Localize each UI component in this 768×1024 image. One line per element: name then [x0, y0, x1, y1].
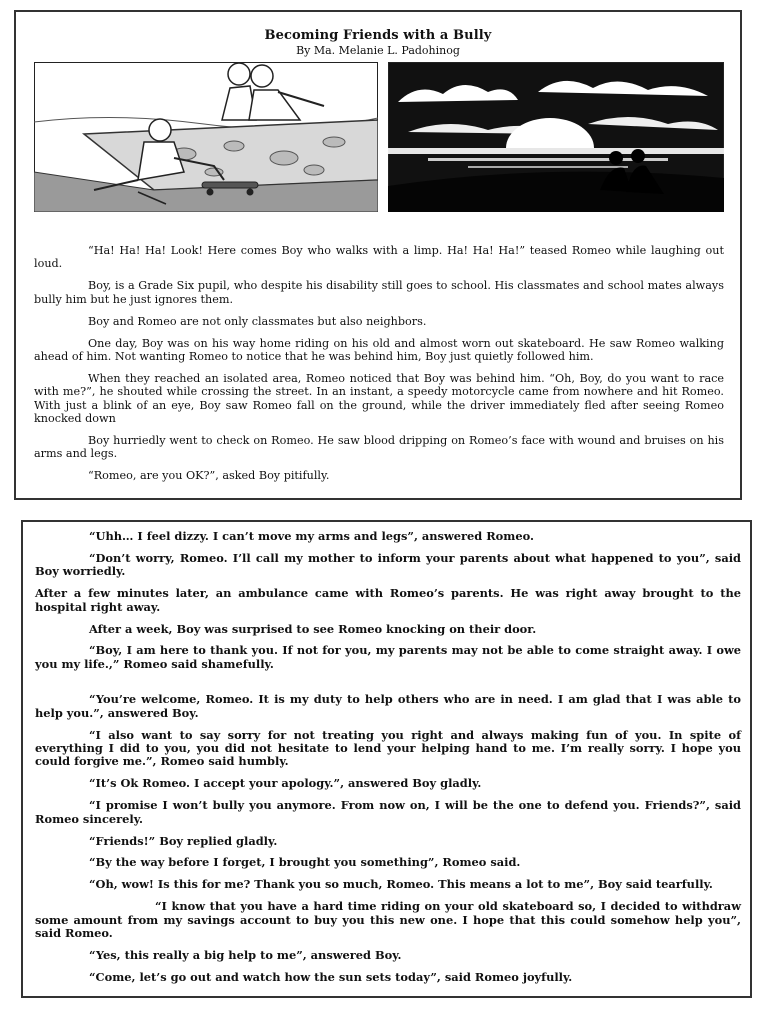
- paragraph: “Uhh… I feel dizzy. I can’t move my arms and legs”, answered Romeo.: [89, 529, 534, 543]
- paragraph: After a few minutes later, an ambulance came with Romeo’s parents. He was right away brought to the hospital right away.: [35, 586, 741, 614]
- story-author: By Ma. Melanie L. Padohinog: [296, 44, 460, 57]
- paragraph: One day, Boy was on his way home riding on his old and almost worn out skateboard. He saw Romeo walking ahead of him. Not wanting Romeo to notice that he was behind him, Boy just quietly followed him.: [34, 336, 724, 363]
- story-page-2: [21, 520, 752, 998]
- paragraph: “Boy, I am here to thank you. If not for you, my parents may not be able to come straight away. I owe you my life.,” Romeo said shamefully.: [35, 643, 741, 671]
- illustration-row: [34, 62, 724, 214]
- story-title: Becoming Friends with a Bully: [264, 28, 492, 43]
- story-text-page-1: [34, 244, 724, 491]
- story-text-page-2: [35, 530, 741, 993]
- paragraph: “I also want to say sorry for not treating you right and always making fun of you. In spite of everything I did to you, you did not hesitate to lend your helping hand to me. I’m really sorry. I hope you could forgive me.”, Romeo said humbly.: [35, 727, 741, 769]
- illustration-boy-on-skateboard: [34, 62, 378, 212]
- illustration-sunset: [388, 62, 724, 212]
- paragraph: “By the way before I forget, I brought you something”, Romeo said.: [89, 855, 521, 870]
- paragraph: Boy and Romeo are not only classmates but also neighbors.: [88, 314, 427, 328]
- paragraph: “Don’t worry, Romeo. I’ll call my mother to inform your parents about what happened to you”, said Boy worriedly.: [35, 550, 741, 579]
- paragraph: “You’re welcome, Romeo. It is my duty to help others who are in need. I am glad that I was able to help you.”, answered Boy.: [35, 692, 741, 720]
- paragraph: Boy, is a Grade Six pupil, who despite his disability still goes to school. His classmates and school mates always bully him but he just ignores them.: [34, 279, 724, 306]
- paragraph: “Ha! Ha! Ha! Look! Here comes Boy who walks with a limp. Ha! Ha! Ha!” teased Romeo while laughing out loud.: [34, 244, 724, 271]
- paragraph: “It’s Ok Romeo. I accept your apology.”, answered Boy gladly.: [89, 776, 482, 791]
- paragraph: “Yes, this really a big help to me”, answered Boy.: [89, 947, 402, 962]
- paragraph: When they reached an isolated area, Romeo noticed that Boy was behind him. “Oh, Boy, do you want to race with me?”, he shouted while crossing the street. In an instant, a speedy motorcycle came from nowhere and hit Romeo. With just a blink of an eye, Boy saw Romeo fall on the ground, while the driver immediately fled after seeing Romeo knocked down: [34, 371, 724, 426]
- paragraph: “Oh, wow! Is this for me? Thank you so much, Romeo. This means a lot to me”, Boy said tearfully.: [89, 877, 713, 892]
- paragraph: “Friends!” Boy replied gladly.: [89, 833, 278, 848]
- paragraph: After a week, Boy was surprised to see Romeo knocking on their door.: [89, 621, 537, 636]
- paragraph: “Come, let’s go out and watch how the sun sets today”, said Romeo joyfully.: [89, 969, 573, 984]
- paragraph: “I promise I won’t bully you anymore. From now on, I will be the one to defend you. Friends?”, said Romeo sincerely.: [35, 798, 741, 826]
- paragraph: Boy hurriedly went to check on Romeo. He saw blood dripping on Romeo’s face with wound and bruises on his arms and legs.: [34, 433, 724, 461]
- story-page-1: [14, 10, 742, 500]
- paragraph: “I know that you have a hard time riding on your old skateboard so, I decided to withdraw some amount from my savings account to buy you this new one. I hope that this could somehow help you”, said Romeo.: [35, 899, 741, 941]
- paragraph: “Romeo, are you OK?”, asked Boy pitifully.: [88, 469, 330, 483]
